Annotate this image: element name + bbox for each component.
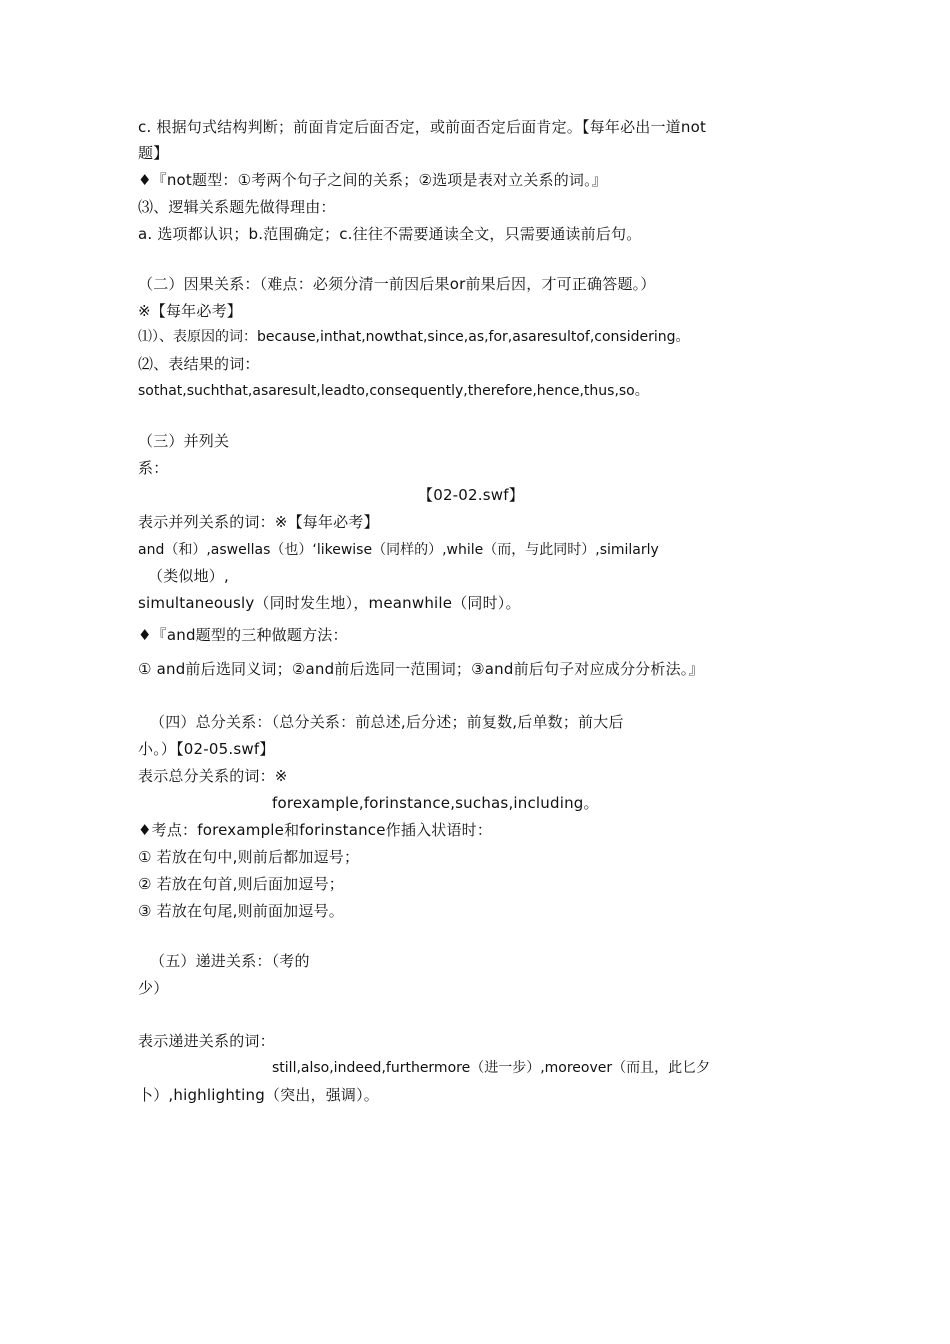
text-line: simultaneously（同时发生地），meanwhile（同时）。 [138,594,521,612]
text-line: 少） [138,979,169,997]
section-heading: （二）因果关系：（难点：必须分清一前因后果or前果后因，才可正确答题。） [138,275,656,293]
text-line: c. 根据句式结构判断；前面肯定后面否定，或前面否定后面肯定。【每年必出一道not [138,118,707,136]
text-line: ♦『not题型：①考两个句子之间的关系；②选项是表对立关系的词。』 [138,171,608,189]
list-item: ③ 若放在句尾,则前面加逗号。 [138,902,344,920]
text-line: 表示递进关系的词： [138,1032,275,1050]
file-reference: 【02-02.swf】 [418,486,524,504]
text-line: still,also,indeed,furthermore（进一步）,moreover（而且，此匕夕 [272,1060,711,1076]
section-heading: （三）并列关 [138,432,230,450]
section-heading: （四）总分关系：（总分关系：前总述,后分述；前复数,后单数；前大后 [150,713,624,731]
text-line: ♦考点：forexample和forinstance作插入状语时： [138,821,493,839]
text-line: ♦『and题型的三种做题方法： [138,626,348,644]
text-line: 题】 [138,144,169,162]
section-heading: （五）递进关系：（考的 [150,952,310,970]
text-line: 卜）,highlighting（突出，强调）。 [138,1086,380,1104]
text-line: （类似地）, [148,567,229,585]
text-line: ※【每年必考】 [138,302,242,320]
text-line: ⑶、逻辑关系题先做得理由： [138,198,336,216]
list-item: ② 若放在句首,则后面加逗号； [138,875,344,893]
text-line: sothat,suchthat,asaresult,leadto,consequently,therefore,hence,thus,so。 [138,383,649,399]
text-line: 表示总分关系的词：※ [138,767,288,785]
text-line: a. 选项都认识；b.范围确定；c.往往不需要通读全文，只需要通读前后句。 [138,225,642,243]
text-line: 表示并列关系的词：※【每年必考】 [138,513,379,531]
text-line: ① and前后选同义词；②and前后选同一范围词；③and前后句子对应成分分析法。』 [138,660,704,678]
list-item: ① 若放在句中,则前后都加逗号； [138,848,360,866]
text-line: 系： [138,459,169,477]
text-line: ⑵、表结果的词： [138,355,260,373]
text-line: ⑴）、表原因的词：because,inthat,nowthat,since,as,for,asaresultof,considering。 [138,329,690,345]
text-line: and（和）,aswellas（也）‘likewise（同样的）,while（而，与此同时）,similarly [138,542,659,558]
text-line: forexample,forinstance,suchas,including。 [272,794,599,812]
text-line: 小。）【02-05.swf】 [138,740,275,758]
